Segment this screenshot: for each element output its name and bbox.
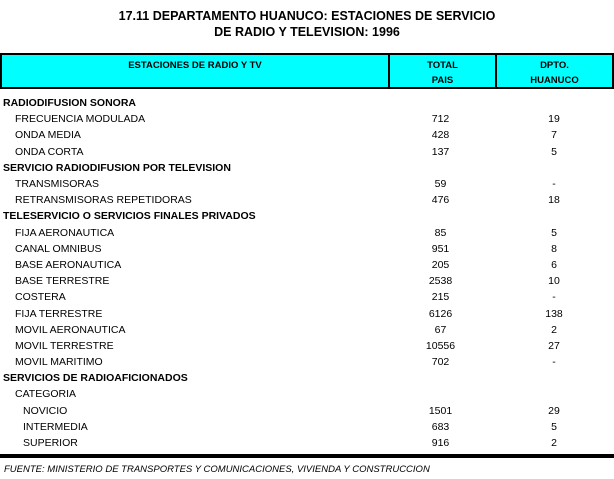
row-label: SERVICIO RADIODIFUSION POR TELEVISION [3,161,231,174]
row-label: ONDA CORTA [15,145,84,158]
total-pais-value: 712 [431,113,450,126]
total-pais-value: 59 [434,178,447,191]
dpto-huanuco-value: - [552,356,556,369]
total-pais-value: 428 [431,129,450,142]
total-pais-value: 137 [431,145,450,158]
dpto-huanuco-value: 5 [551,226,557,239]
total-pais-value: 916 [431,437,450,450]
page-title-line1: 17.11 DEPARTAMENTO HUANUCO: ESTACIONES DE SERVICIO [118,9,496,23]
total-pais-value: 215 [431,291,450,304]
dpto-huanuco-value: 7 [551,129,557,142]
row-label: TRANSMISORAS [15,178,100,191]
total-pais-value: 2538 [428,275,453,288]
row-label: MOVIL AERONAUTICA [15,323,126,336]
row-label: NOVICIO [23,404,68,417]
row-label: CATEGORIA [15,388,77,401]
dpto-huanuco-value: 18 [548,194,560,207]
dpto-huanuco-value: 8 [551,242,557,255]
row-label: MOVIL TERRESTRE [15,339,114,352]
table-row [0,208,614,224]
row-label: BASE AERONAUTICA [15,258,122,271]
table-row [0,144,614,160]
total-pais-value: 85 [434,226,447,239]
row-label: COSTERA [15,291,66,304]
table-row [0,111,614,127]
row-label: FIJA TERRESTRE [15,307,103,320]
table-row [0,192,614,208]
row-label: RETRANSMISORAS REPETIDORAS [15,194,192,207]
total-pais-value: 702 [431,356,450,369]
dpto-huanuco-value: 27 [548,339,560,352]
row-label: MOVIL MARITIMO [15,356,103,369]
table-body [0,95,614,451]
total-pais-value: 6126 [428,307,453,320]
header-col-stations: ESTACIONES DE RADIO Y TV [128,60,262,71]
table-row [0,322,614,338]
table-row [0,386,614,402]
total-pais-value: 476 [431,194,450,207]
dpto-huanuco-value: 5 [551,420,557,433]
dpto-huanuco-value: 2 [551,323,557,336]
page-title [0,0,614,40]
table-row [0,419,614,435]
table-row [0,289,614,305]
row-label: CANAL OMNIBUS [15,242,102,255]
table-row [0,225,614,241]
total-pais-value: 67 [434,323,447,336]
total-pais-value: 205 [431,258,450,271]
row-label: SUPERIOR [23,437,78,450]
row-label: TELESERVICIO O SERVICIOS FINALES PRIVADOS [3,210,256,223]
table-row [0,370,614,386]
dpto-huanuco-value: 6 [551,258,557,271]
table-row [0,403,614,419]
table-row [0,176,614,192]
table-header [0,53,614,89]
header-col-total-pais: TOTAL PAIS [388,55,495,87]
total-pais-value: 1501 [428,404,453,417]
table-row [0,435,614,451]
dpto-huanuco-value: 138 [545,307,563,320]
total-pais-value: 10556 [425,339,456,352]
table-row [0,241,614,257]
row-label: FIJA AERONAUTICA [15,226,115,239]
dpto-huanuco-value: - [552,291,556,304]
dpto-huanuco-value: 29 [548,404,560,417]
dpto-huanuco-value: 2 [551,437,557,450]
dpto-huanuco-value: 19 [548,113,560,126]
header-col-dpto-huanuco: DPTO. HUANUCO [495,55,612,87]
total-pais-value: 683 [431,420,450,433]
row-label: RADIODIFUSION SONORA [3,97,137,110]
source-note: FUENTE: MINISTERIO DE TRANSPORTES Y COMUNICACIONES, VIVIENDA Y CONSTRUCCION [4,464,430,476]
row-label: SERVICIOS DE RADIOAFICIONADOS [3,372,188,385]
table-row [0,305,614,321]
table-row [0,95,614,111]
table-row [0,257,614,273]
row-label: FRECUENCIA MODULADA [15,113,146,126]
total-pais-value: 951 [431,242,450,255]
row-label: BASE TERRESTRE [15,275,110,288]
row-label: INTERMEDIA [23,420,88,433]
table-row [0,273,614,289]
row-label: ONDA MEDIA [15,129,81,142]
dpto-huanuco-value: 5 [551,145,557,158]
page-title-line2: DE RADIO Y TELEVISION: 1996 [214,25,400,39]
table-row [0,127,614,143]
table-row [0,338,614,354]
dpto-huanuco-value: - [552,178,556,191]
table-row [0,160,614,176]
table-row [0,354,614,370]
dpto-huanuco-value: 10 [548,275,560,288]
